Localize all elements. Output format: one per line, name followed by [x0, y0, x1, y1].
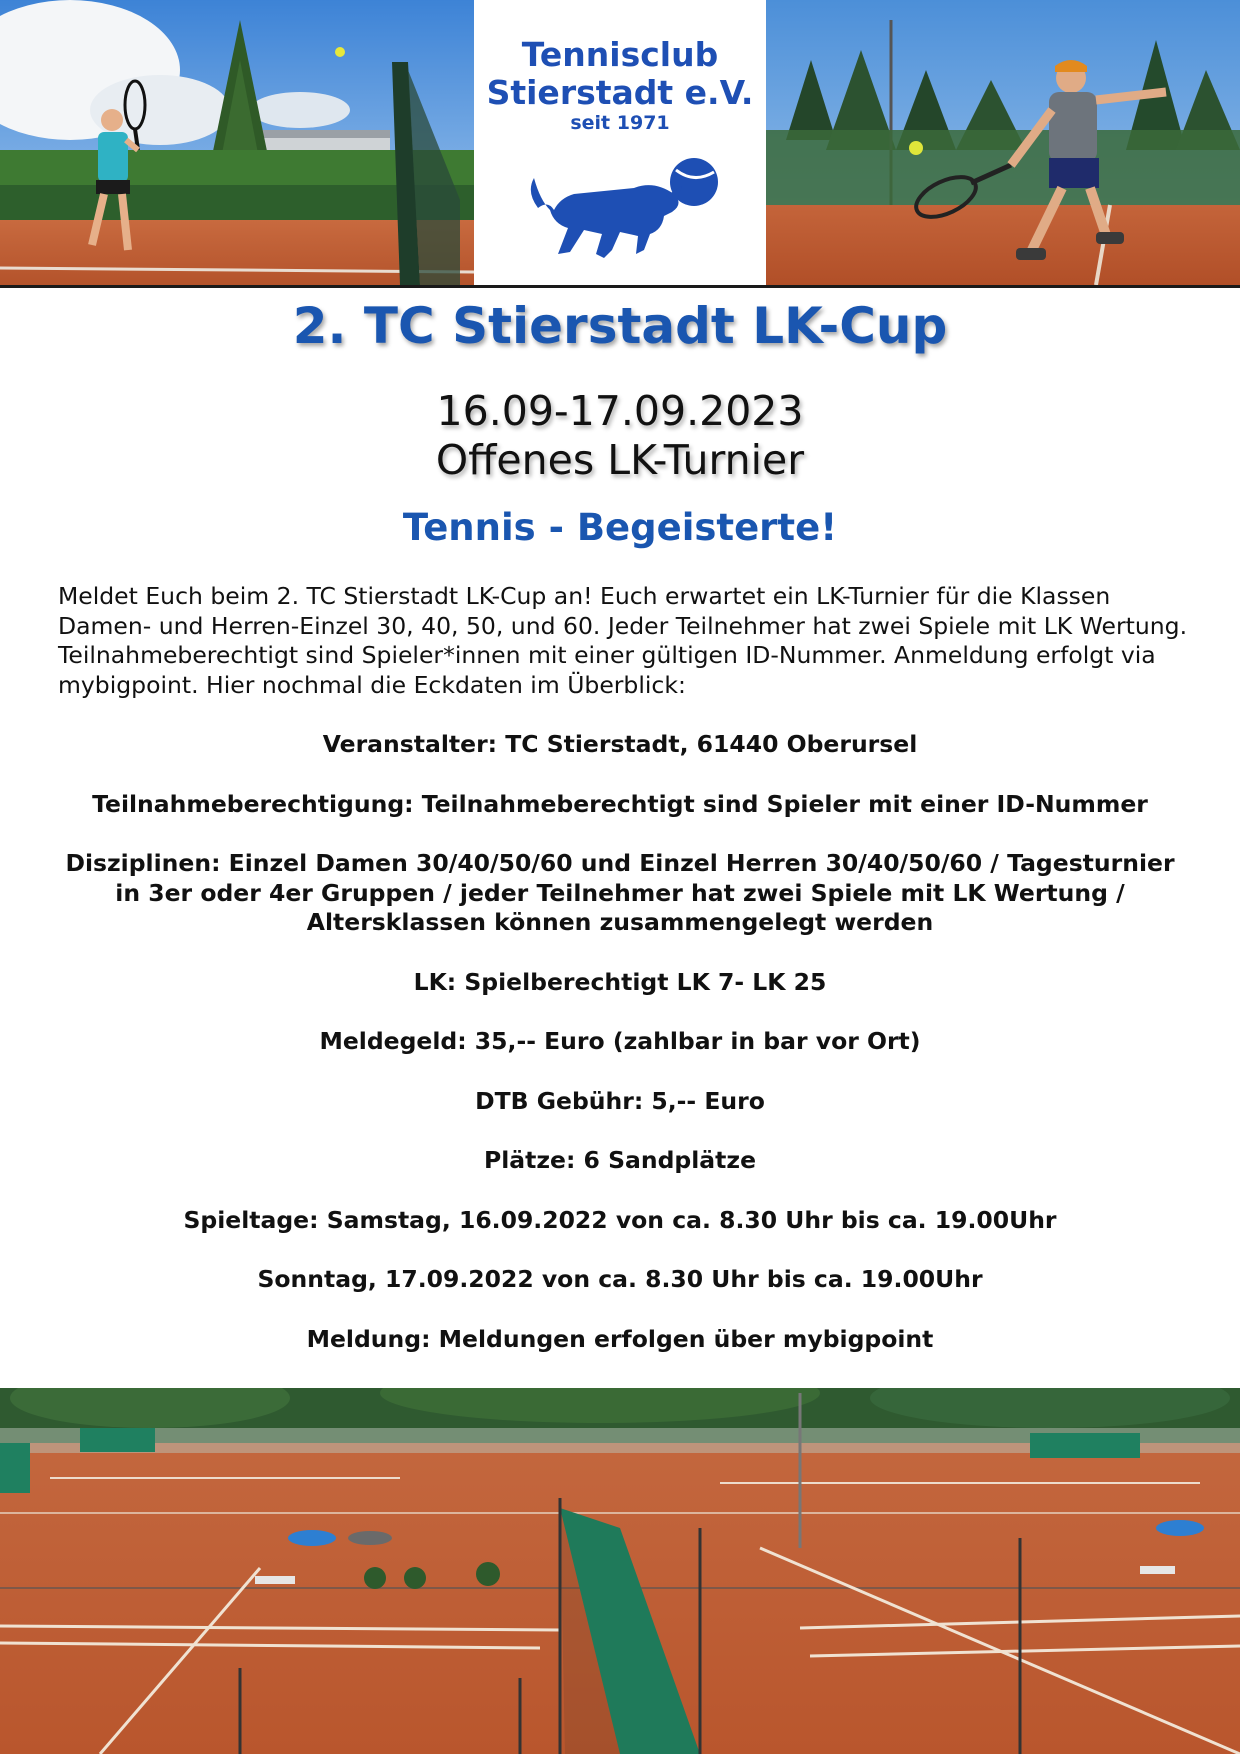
- event-type: Offenes LK-Turnier: [435, 436, 805, 484]
- detail-eligibility: Teilnahmeberechtigung: Teilnahmeberechtigt sind Spieler mit einer ID-Nummer: [92, 789, 1148, 818]
- detail-organizer: Veranstalter: TC Stierstadt, 61440 Oberursel: [322, 730, 918, 758]
- tennis-courts-photo: [0, 1388, 1240, 1754]
- club-name-line2: Stierstadt e.V.: [486, 73, 754, 112]
- header-banner: [0, 0, 1240, 288]
- club-since: seit 1971: [570, 112, 670, 134]
- detail-courts: Plätze: 6 Sandplätze: [483, 1146, 757, 1174]
- date-line: 16.09-17.09.2023: [436, 387, 804, 435]
- club-name: [474, 36, 766, 112]
- page-title: 2. TC Stierstadt LK-Cup: [292, 297, 948, 355]
- intro-paragraph: Meldet Euch beim 2. TC Stierstadt LK-Cup an! Euch erwartet ein LK-Turnier für die Klassen Damen- und Herren-Einzel 30, 40, 50, und 60. Jeder Teilnehmer hat zwei Spiele mit LK Wertung. Teilnahmeberechtigt sind Spieler*innen mit einer gültigen ID-Nummer. Anmeldung erfolgt via mybigpoint. Hier nochmal die Eckdaten im Überblick:: [58, 582, 1188, 699]
- tennis-player-woman-photo: [0, 0, 474, 285]
- date-block: [0, 387, 1240, 485]
- detail-registration: Meldung: Meldungen erfolgen über mybigpoint: [306, 1324, 934, 1353]
- subtitle: Tennis - Begeisterte!: [402, 506, 838, 549]
- detail-lk: LK: Spielberechtigt LK 7- LK 25: [413, 967, 827, 996]
- tennis-player-man-photo: [766, 0, 1240, 285]
- detail-saturday: Spieltage: Samstag, 16.09.2022 von ca. 8.30 Uhr bis ca. 19.00Uhr: [183, 1205, 1057, 1234]
- detail-dtb-fee: DTB Gebühr: 5,-- Euro: [475, 1086, 765, 1115]
- detail-disciplines: Disziplinen: Einzel Damen 30/40/50/60 und Einzel Herren 30/40/50/60 / Tagesturnier in 3er oder 4er Gruppen / jeder Teilnehmer hat zwei Spiele mit LK Wertung / Altersklassen können zusammengelegt werden: [65, 849, 1175, 936]
- detail-sunday: Sonntag, 17.09.2022 von ca. 8.30 Uhr bis ca. 19.00Uhr: [257, 1265, 983, 1293]
- bull-icon: [524, 150, 724, 270]
- club-logo: [474, 0, 766, 285]
- club-name-line1: Tennisclub: [521, 35, 719, 74]
- detail-fee: Meldegeld: 35,-- Euro (zahlbar in bar vor Ort): [319, 1027, 921, 1055]
- event-details: [60, 730, 1180, 1384]
